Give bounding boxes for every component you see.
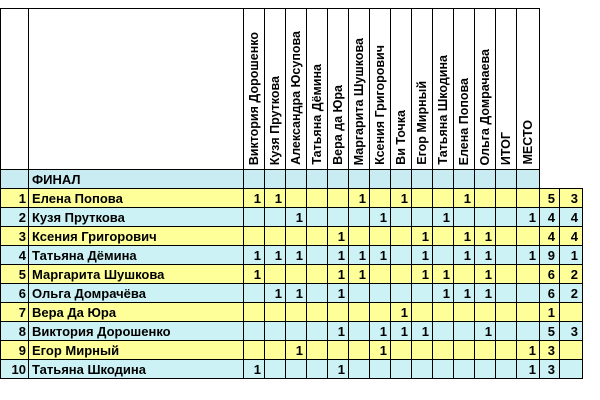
participant-name: Татьяна Дёмина: [29, 246, 244, 265]
section-cell: [391, 170, 412, 189]
row-index: 8: [1, 322, 29, 341]
score-cell: [370, 303, 391, 322]
section-cell: [286, 170, 307, 189]
total-cell: 3: [540, 360, 560, 379]
total-cell: 6: [540, 265, 560, 284]
score-cell: [307, 284, 328, 303]
col-header: [370, 9, 391, 170]
score-cell: [307, 227, 328, 246]
score-cell: [328, 189, 349, 208]
score-cell: [265, 227, 286, 246]
table-row: [1, 265, 583, 284]
col-header-text: Елена Попова: [456, 77, 471, 165]
col-header-text: Егор Мирный: [414, 81, 429, 165]
section-label: ФИНАЛ: [29, 170, 244, 189]
score-cell: 1: [328, 284, 349, 303]
score-cell: 1: [286, 246, 307, 265]
score-cell: [412, 341, 433, 360]
score-cell: [517, 227, 540, 246]
results-table: [0, 8, 583, 379]
score-cell: [454, 341, 475, 360]
score-cell: 1: [286, 208, 307, 227]
score-cell: [475, 341, 496, 360]
col-header: [244, 9, 265, 170]
score-cell: [496, 227, 517, 246]
score-cell: 1: [517, 246, 540, 265]
section-cell: [244, 170, 265, 189]
section-cell: [475, 170, 496, 189]
score-cell: [517, 322, 540, 341]
score-cell: 1: [475, 322, 496, 341]
score-cell: 1: [370, 341, 391, 360]
score-cell: 1: [286, 341, 307, 360]
score-cell: [412, 189, 433, 208]
col-header: [454, 9, 475, 170]
place-cell: [560, 360, 583, 379]
score-cell: 1: [454, 246, 475, 265]
total-cell: 9: [540, 246, 560, 265]
place-cell: 4: [560, 208, 583, 227]
score-cell: 1: [454, 189, 475, 208]
place-cell: 3: [560, 189, 583, 208]
row-index: 2: [1, 208, 29, 227]
score-cell: [286, 360, 307, 379]
participant-name: Елена Попова: [29, 189, 244, 208]
score-cell: [244, 341, 265, 360]
score-cell: [265, 265, 286, 284]
score-cell: [286, 227, 307, 246]
table-row: [1, 208, 583, 227]
score-cell: [496, 208, 517, 227]
col-header: [475, 9, 496, 170]
score-cell: 1: [370, 246, 391, 265]
score-cell: [433, 189, 454, 208]
score-cell: [307, 341, 328, 360]
section-cell: [517, 170, 540, 189]
score-cell: 1: [286, 284, 307, 303]
score-cell: 1: [244, 360, 265, 379]
score-cell: 1: [433, 284, 454, 303]
score-cell: [412, 360, 433, 379]
score-cell: [286, 189, 307, 208]
place-cell: 2: [560, 265, 583, 284]
section-cell: [412, 170, 433, 189]
score-cell: [307, 265, 328, 284]
col-header: [349, 9, 370, 170]
score-cell: [349, 341, 370, 360]
col-header: [433, 9, 454, 170]
col-header-text: Татьяна Шкодина: [435, 55, 450, 165]
col-header-text: МЕСТО: [520, 120, 535, 165]
table-row: [1, 246, 583, 265]
section-cell: [265, 170, 286, 189]
score-cell: [412, 208, 433, 227]
score-cell: 1: [454, 284, 475, 303]
score-cell: [475, 189, 496, 208]
score-cell: [454, 322, 475, 341]
score-cell: [265, 341, 286, 360]
row-index: 1: [1, 189, 29, 208]
col-header-text: Виктория Дорошенко: [246, 31, 261, 165]
score-cell: 1: [244, 265, 265, 284]
score-cell: [349, 360, 370, 379]
col-header-text: Ольга Домрачаева: [477, 48, 492, 165]
col-header-text: Ксения Григорович: [372, 45, 387, 165]
score-cell: [454, 360, 475, 379]
place-cell: [560, 303, 583, 322]
score-cell: [517, 284, 540, 303]
score-cell: [433, 322, 454, 341]
score-cell: [307, 360, 328, 379]
score-cell: [475, 303, 496, 322]
col-header-text: Вера да Юра: [330, 85, 345, 165]
row-index: 5: [1, 265, 29, 284]
score-cell: 1: [328, 246, 349, 265]
score-cell: [433, 303, 454, 322]
col-header-text: Кузя Пруткова: [267, 75, 282, 165]
score-cell: [391, 227, 412, 246]
score-cell: [496, 341, 517, 360]
score-cell: 1: [244, 189, 265, 208]
section-cell: [496, 170, 517, 189]
score-cell: 1: [454, 227, 475, 246]
participant-name: Вера Да Юра: [29, 303, 244, 322]
score-cell: 1: [412, 322, 433, 341]
score-cell: 1: [265, 189, 286, 208]
place-cell: 2: [560, 284, 583, 303]
score-cell: [517, 303, 540, 322]
place-cell: [560, 341, 583, 360]
score-cell: 1: [244, 246, 265, 265]
score-cell: 1: [412, 265, 433, 284]
section-cell: [433, 170, 454, 189]
total-cell: 5: [540, 322, 560, 341]
score-cell: [349, 284, 370, 303]
score-cell: [286, 303, 307, 322]
score-cell: [265, 303, 286, 322]
score-cell: [328, 208, 349, 227]
total-cell: 4: [540, 227, 560, 246]
header-blank-name: [29, 9, 244, 170]
score-cell: [496, 284, 517, 303]
score-cell: [496, 246, 517, 265]
row-index: 4: [1, 246, 29, 265]
score-cell: [496, 189, 517, 208]
score-cell: 1: [328, 265, 349, 284]
participant-name: Егор Мирный: [29, 341, 244, 360]
table-row: [1, 284, 583, 303]
score-cell: [475, 360, 496, 379]
score-cell: [244, 322, 265, 341]
score-cell: [244, 208, 265, 227]
section-cell: [349, 170, 370, 189]
col-header: [307, 9, 328, 170]
col-header: [286, 9, 307, 170]
score-cell: [370, 227, 391, 246]
col-header-text: ИТОГ: [498, 131, 513, 165]
score-cell: [307, 322, 328, 341]
score-cell: [433, 360, 454, 379]
participant-name: Кузя Пруткова: [29, 208, 244, 227]
score-cell: [475, 208, 496, 227]
score-cell: [391, 284, 412, 303]
score-cell: 1: [265, 246, 286, 265]
score-cell: [496, 265, 517, 284]
score-cell: [307, 303, 328, 322]
score-cell: 1: [433, 208, 454, 227]
row-index: 10: [1, 360, 29, 379]
score-cell: [328, 303, 349, 322]
score-cell: 1: [370, 208, 391, 227]
section-cell: [328, 170, 349, 189]
score-cell: [265, 322, 286, 341]
participant-name: Виктория Дорошенко: [29, 322, 244, 341]
score-cell: [391, 360, 412, 379]
header-row: [1, 9, 583, 170]
total-cell: 5: [540, 189, 560, 208]
table-row: [1, 322, 583, 341]
participant-name: Ксения Григорович: [29, 227, 244, 246]
col-header-itog: [496, 9, 517, 170]
col-header-text: Ви Точка: [393, 110, 408, 165]
score-cell: 1: [517, 341, 540, 360]
score-cell: [496, 322, 517, 341]
row-index: 3: [1, 227, 29, 246]
score-cell: 1: [433, 265, 454, 284]
score-cell: [517, 189, 540, 208]
score-cell: [286, 322, 307, 341]
score-cell: [244, 284, 265, 303]
score-cell: [349, 322, 370, 341]
row-index: 9: [1, 341, 29, 360]
place-cell: 3: [560, 322, 583, 341]
score-cell: 1: [412, 227, 433, 246]
score-cell: [391, 246, 412, 265]
table-row: [1, 360, 583, 379]
total-cell: 6: [540, 284, 560, 303]
col-header-text: Татьяна Дёмина: [309, 64, 324, 165]
participant-name: Татьяна Шкодина: [29, 360, 244, 379]
score-cell: 1: [517, 360, 540, 379]
score-cell: 1: [349, 189, 370, 208]
place-cell: 4: [560, 227, 583, 246]
score-cell: 1: [475, 246, 496, 265]
score-cell: 1: [475, 265, 496, 284]
section-cell: [307, 170, 328, 189]
score-cell: 1: [475, 227, 496, 246]
score-cell: [370, 189, 391, 208]
col-header: [412, 9, 433, 170]
score-cell: [244, 303, 265, 322]
score-cell: [286, 265, 307, 284]
score-cell: [307, 246, 328, 265]
score-cell: [244, 227, 265, 246]
score-cell: [517, 265, 540, 284]
score-cell: [307, 208, 328, 227]
score-cell: 1: [475, 284, 496, 303]
score-cell: 1: [391, 322, 412, 341]
score-cell: [412, 284, 433, 303]
score-cell: 1: [349, 246, 370, 265]
header-blank-index: [1, 9, 29, 170]
score-cell: [496, 303, 517, 322]
row-index: 6: [1, 284, 29, 303]
participant-name: Маргарита Шушкова: [29, 265, 244, 284]
participant-name: Ольга Домрачёва: [29, 284, 244, 303]
total-cell: 4: [540, 208, 560, 227]
score-cell: [454, 208, 475, 227]
score-cell: 1: [391, 189, 412, 208]
score-cell: [391, 208, 412, 227]
score-cell: [454, 303, 475, 322]
col-header-text: Маргарита Шушкова: [351, 37, 366, 165]
score-cell: 1: [328, 322, 349, 341]
score-cell: 1: [328, 360, 349, 379]
table-row: [1, 303, 583, 322]
score-cell: [307, 189, 328, 208]
score-cell: [349, 227, 370, 246]
col-header: [391, 9, 412, 170]
score-cell: [349, 303, 370, 322]
score-cell: 1: [412, 246, 433, 265]
section-cell: [370, 170, 391, 189]
col-header-mesto: [517, 9, 540, 170]
row-index: 7: [1, 303, 29, 322]
col-header: [328, 9, 349, 170]
col-header-text: Александра Юсупова: [288, 31, 303, 165]
score-cell: [496, 360, 517, 379]
table-row: [1, 189, 583, 208]
score-cell: [433, 341, 454, 360]
section-blank: [1, 170, 29, 189]
section-row: [1, 170, 583, 189]
total-cell: 1: [540, 303, 560, 322]
table-row: [1, 341, 583, 360]
score-cell: [391, 265, 412, 284]
score-cell: 1: [517, 208, 540, 227]
score-cell: [454, 265, 475, 284]
score-cell: [265, 360, 286, 379]
score-cell: [349, 208, 370, 227]
score-cell: 1: [328, 227, 349, 246]
score-cell: [370, 265, 391, 284]
col-header: [265, 9, 286, 170]
score-cell: [433, 227, 454, 246]
score-cell: [433, 246, 454, 265]
total-cell: 3: [540, 341, 560, 360]
section-cell: [454, 170, 475, 189]
score-cell: 1: [349, 265, 370, 284]
score-cell: [391, 341, 412, 360]
score-cell: [265, 208, 286, 227]
score-cell: 1: [391, 303, 412, 322]
score-cell: [412, 303, 433, 322]
score-cell: [370, 360, 391, 379]
score-cell: 1: [265, 284, 286, 303]
score-cell: [328, 341, 349, 360]
score-cell: [370, 284, 391, 303]
table-row: [1, 227, 583, 246]
place-cell: 1: [560, 246, 583, 265]
score-cell: 1: [370, 322, 391, 341]
